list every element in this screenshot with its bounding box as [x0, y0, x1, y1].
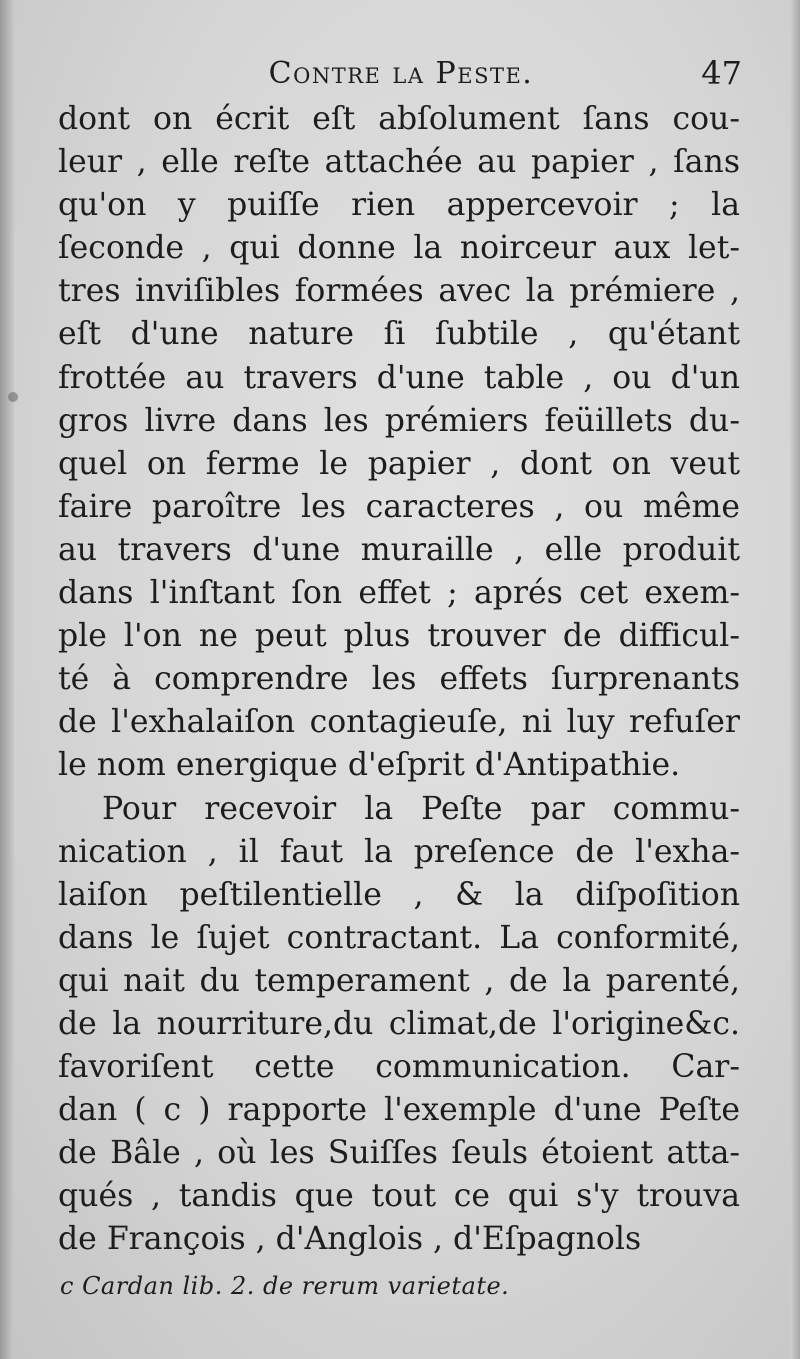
text-line: de Bâle , où les Suiſſes ſeuls étoient atta- [58, 1135, 740, 1172]
text-line: quel on ferme le papier , dont on veut [58, 445, 740, 482]
page-left-edge-shadow [0, 0, 14, 1359]
text-line: dans le ſujet contractant. La conformité, [58, 919, 740, 956]
text-line: favoriſent cette communication. Car- [58, 1049, 740, 1086]
text-line: nication , il faut la preſence de l'exha- [58, 833, 740, 870]
ink-spot [8, 392, 18, 402]
text-line: le nom energique d'eſprit d'Antipathie. [58, 747, 681, 784]
footnote: c Cardan lib. 2. de rerum varietate. [60, 1272, 510, 1300]
text-line: leur , elle reſte attachée au papier , ſans [58, 144, 740, 181]
text-line: dans l'inſtant ſon effet ; aprés cet exem- [58, 575, 740, 612]
text-line: au travers d'une muraille , elle produit [58, 531, 740, 568]
text-line: gros livre dans les prémiers feüillets du- [58, 402, 740, 439]
page-header [60, 52, 742, 100]
text-line: de l'exhalaiſon contagieuſe, ni luy refuſer [58, 704, 740, 741]
text-line: dan ( c ) rapporte l'exemple d'une Peſte [58, 1092, 740, 1129]
text-line: té à comprendre les effets ſurprenants [58, 661, 740, 698]
text-line: ple l'on ne peut plus trouver de difficul- [58, 618, 740, 655]
text-line: eſt d'une nature ſi ſubtile , qu'étant [58, 316, 740, 353]
text-line: faire paroître les caracteres , ou même [58, 488, 740, 525]
text-line: laiſon peſtilentielle , & la diſpoſition [58, 876, 740, 913]
page-right-edge-shadow [790, 0, 800, 1359]
text-line: qu'on y puiſſe rien appercevoir ; la [58, 187, 740, 224]
text-line: dont on écrit eſt abſolument ſans cou- [58, 101, 740, 137]
page-number: 47 [701, 54, 742, 92]
running-title: Contre la Peste. [268, 56, 534, 91]
text-line: Pour recevoir la Peſte par commu- [102, 790, 740, 827]
text-line: tres inviſibles formées avec la prémiere , [58, 273, 740, 310]
text-line: de la nourriture,du climat,de l'origine&c. [58, 1005, 740, 1042]
text-line: frottée au travers d'une table , ou d'un [58, 359, 740, 396]
text-line: de François , d'Anglois , d'Eſpagnols [58, 1221, 642, 1258]
text-line: qui nait du temperament , de la parenté, [58, 962, 740, 999]
body-text [58, 98, 740, 1262]
text-line: ſeconde , qui donne la noirceur aux let- [58, 230, 740, 267]
text-line: qués , tandis que tout ce qui s'y trouva [58, 1178, 740, 1215]
